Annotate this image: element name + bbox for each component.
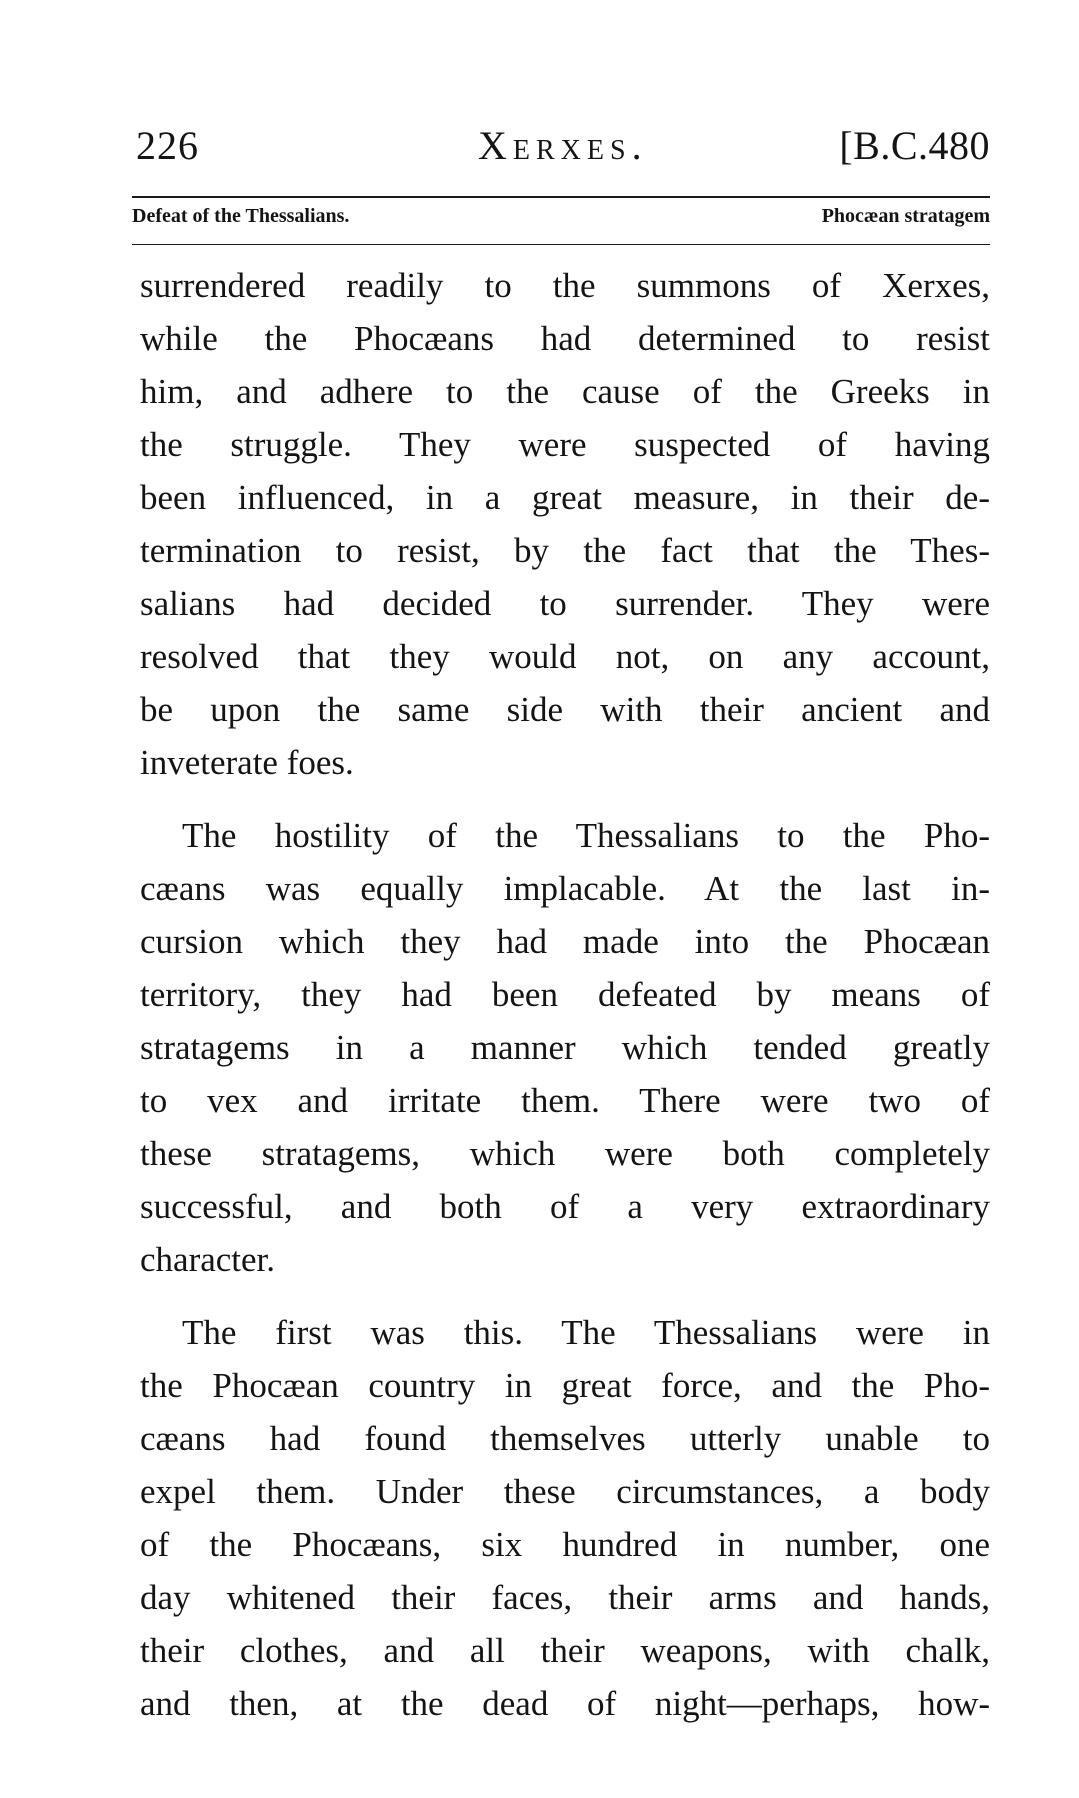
text-line: and then, at the dead of night—perhaps, how-	[140, 1684, 990, 1723]
text-line: the Phocæan country in great force, and the Pho-	[140, 1366, 990, 1405]
text-line: The first was this. The Thessalians were in	[182, 1313, 990, 1352]
body-text	[140, 259, 990, 1750]
page-number: 226	[136, 123, 199, 168]
running-head	[120, 122, 990, 180]
text-line: him, and adhere to the cause of the Greeks in	[140, 372, 990, 411]
text-line: be upon the same side with their ancient and	[140, 690, 990, 729]
text-line: of the Phocæans, six hundred in number, one	[140, 1525, 990, 1564]
text-line: salians had decided to surrender. They were	[140, 584, 990, 623]
section-tags	[132, 205, 990, 237]
text-line: expel them. Under these circumstances, a body	[140, 1472, 990, 1511]
text-line: while the Phocæans had determined to resist	[140, 319, 990, 358]
section-rule	[132, 244, 990, 245]
section-tag-left: Defeat of the Thessalians.	[132, 205, 350, 227]
text-line: cæans was equally implacable. At the last in-	[140, 869, 990, 908]
book-page	[120, 0, 990, 1798]
text-line: their clothes, and all their weapons, with chalk,	[140, 1631, 990, 1670]
section-tag-right: Phocæan stratagem	[821, 205, 990, 227]
text-line: day whitened their faces, their arms and hands,	[140, 1578, 990, 1617]
paragraph	[140, 1306, 990, 1730]
date-mark: [B.C.480	[839, 123, 990, 168]
text-line: surrendered readily to the summons of Xerxes,	[140, 266, 990, 305]
text-line: stratagems in a manner which tended greatly	[140, 1028, 990, 1067]
running-title: Xerxes.	[478, 123, 648, 168]
text-line: cursion which they had made into the Phocæan	[140, 922, 990, 961]
text-line: resolved that they would not, on any account,	[140, 637, 990, 676]
text-line: termination to resist, by the fact that the Thes-	[140, 531, 990, 570]
paragraph	[140, 809, 990, 1286]
text-line: character.	[140, 1240, 276, 1279]
text-line: territory, they had been defeated by means of	[140, 975, 990, 1014]
text-line: these stratagems, which were both completely	[140, 1134, 990, 1173]
paragraph	[140, 259, 990, 789]
text-line: successful, and both of a very extraordinary	[140, 1187, 990, 1226]
text-line: the struggle. They were suspected of having	[140, 425, 990, 464]
text-line: cæans had found themselves utterly unable to	[140, 1419, 990, 1458]
text-line: been influenced, in a great measure, in their de-	[140, 478, 990, 517]
text-line: to vex and irritate them. There were two of	[140, 1081, 990, 1120]
header-rule	[132, 196, 990, 198]
text-line: inveterate foes.	[140, 743, 354, 782]
text-line: The hostility of the Thessalians to the Pho-	[182, 816, 990, 855]
